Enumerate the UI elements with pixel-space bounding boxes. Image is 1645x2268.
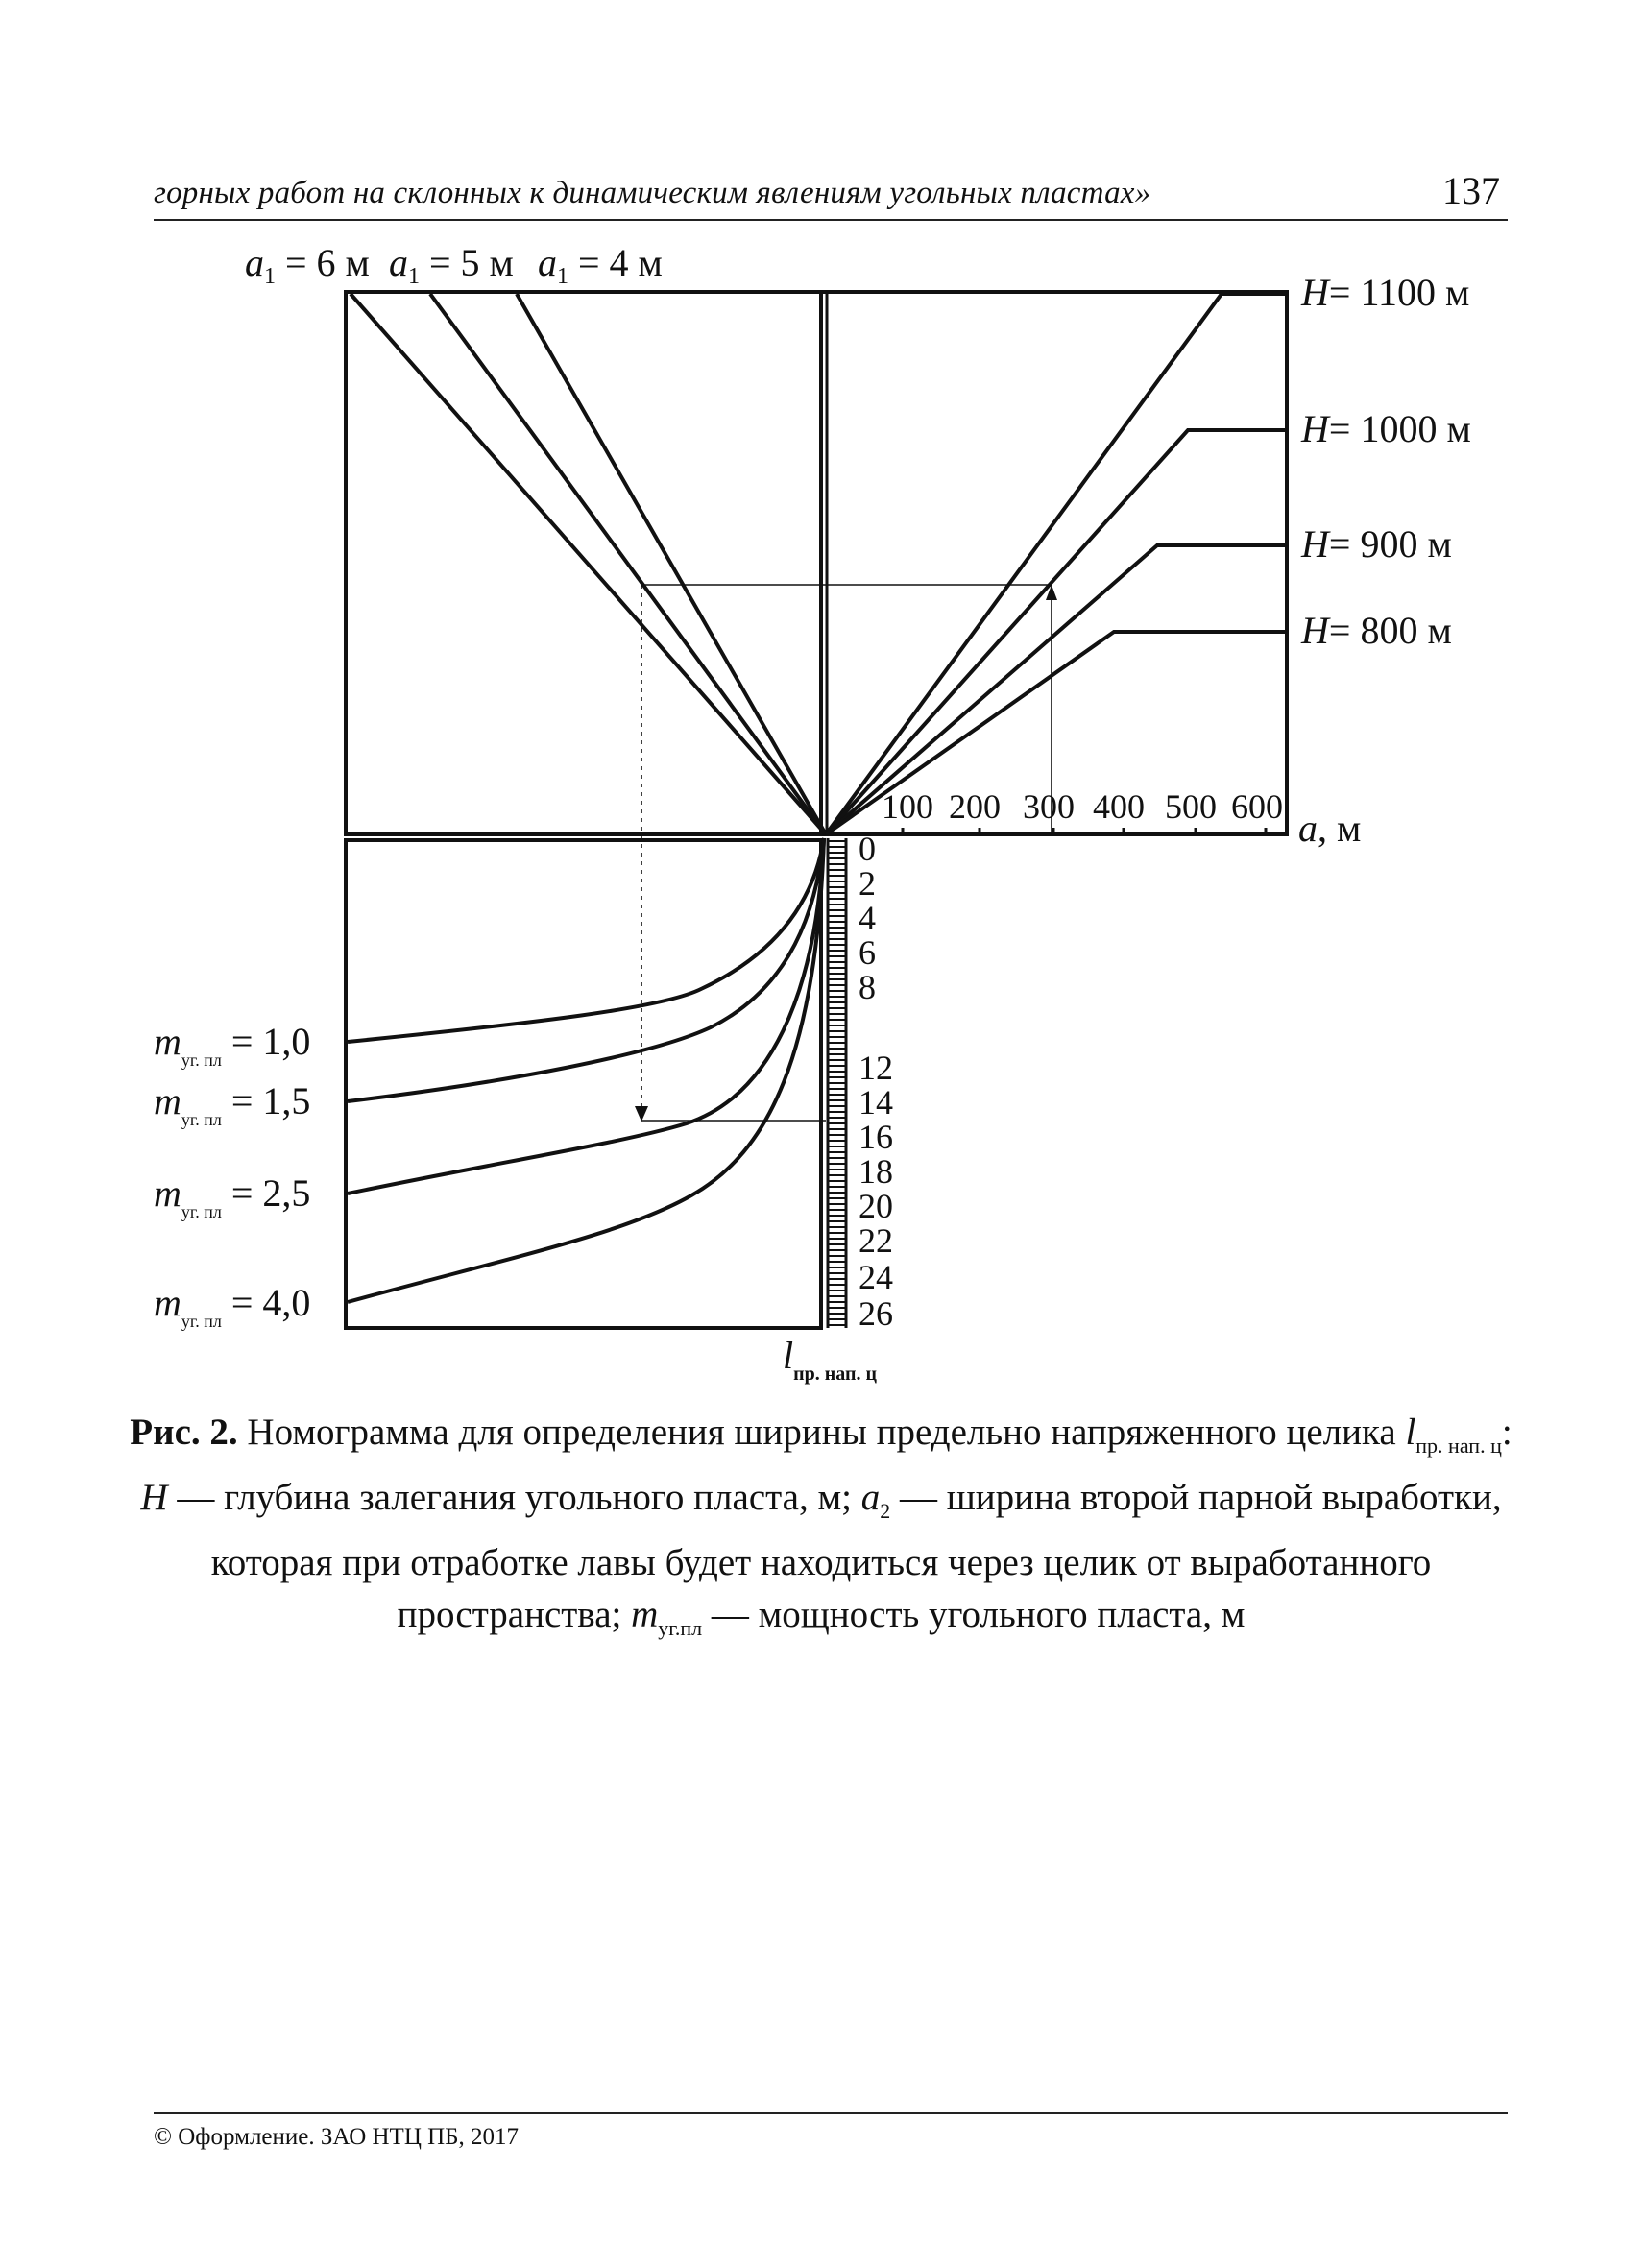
m-1-0-curve — [348, 838, 824, 1042]
page-number: 137 — [1442, 169, 1500, 212]
a1-4m-line — [517, 294, 826, 834]
depth-label-900: H= 900 м — [1301, 522, 1452, 566]
l-tick-label: 16 — [859, 1118, 893, 1156]
l-tick-label: 14 — [859, 1083, 893, 1122]
l-tick-label: 22 — [859, 1221, 893, 1260]
top-left-frame — [346, 292, 821, 834]
depth-label-800: H= 800 м — [1301, 609, 1452, 652]
caption-a2-sub: 2 — [880, 1498, 891, 1523]
page-footer — [154, 2112, 1508, 2150]
a-tick-label: 100 — [882, 787, 933, 826]
a-tick-label: 600 — [1231, 787, 1283, 826]
l-tick-label: 26 — [859, 1294, 893, 1333]
l-tick-label: 20 — [859, 1187, 893, 1225]
caption-h-var: H — [140, 1476, 168, 1518]
a1-label-6: $a_1 = 6$ м — [245, 241, 370, 289]
l-tick-label: 18 — [859, 1152, 893, 1191]
thickness-curves — [348, 838, 824, 1302]
caption-m-desc: — мощность угольного пласта, м — [702, 1593, 1246, 1635]
l-axis-label: $l_{пр. нап. ц}$ — [783, 1334, 878, 1385]
running-title: горных работ на склонных к динамическим явлениям угольных пластах» — [154, 176, 1151, 210]
thickness-label-2-5: $m_{уг. пл} = 2,5$ — [154, 1171, 311, 1221]
a-tick-label: 400 — [1093, 787, 1145, 826]
a-tick-label: 500 — [1165, 787, 1217, 826]
m-4-0-curve — [348, 838, 824, 1302]
a1-lines — [351, 294, 826, 834]
caption-title-sub: пр. нап. ц — [1415, 1433, 1502, 1458]
l-tick-label: 12 — [859, 1049, 893, 1087]
caption-h-desc: — глубина залегания угольного пласта, м; — [167, 1476, 861, 1518]
thickness-label-4-0: $m_{уг. пл} = 4,0$ — [154, 1281, 311, 1331]
caption-legend — [125, 1472, 1517, 1654]
a1-label-5: $a_1 = 5$ м — [389, 241, 514, 289]
depth-lines — [826, 294, 1287, 834]
m-1-5-curve — [348, 838, 824, 1101]
l-tick-label: 6 — [859, 933, 876, 972]
a-tick-label: 200 — [949, 787, 1001, 826]
a-tick-label: 300 — [1023, 787, 1075, 826]
caption-figure-label: Рис. 2. — [130, 1411, 238, 1453]
l-minor-ticks — [828, 841, 846, 1325]
figure-caption — [125, 1407, 1517, 1653]
a1-6m-line — [351, 294, 826, 834]
caption-title-text: Номограмма для определения ширины предельно напряженного целика — [237, 1411, 1406, 1453]
guide-arrowhead — [635, 1106, 648, 1122]
thickness-label-1-5: $m_{уг. пл} = 1,5$ — [154, 1079, 311, 1129]
caption-m-sub: уг.пл — [658, 1615, 703, 1640]
caption-a2-desc: — ширина второй парной выработки, которая при отработке лавы будет находиться через целик от выработанного пространства; — [210, 1476, 1502, 1635]
l-tick-label: 0 — [859, 830, 876, 868]
caption-title-end: : — [1501, 1411, 1512, 1453]
l-scale-labels — [859, 830, 893, 1333]
caption-m-var: m — [631, 1593, 659, 1635]
depth-label-1100: H= 1100 м — [1301, 271, 1470, 314]
l-tick-label: 8 — [859, 968, 876, 1006]
h-1100-line — [826, 294, 1287, 834]
a-axis-tick-labels — [882, 787, 1283, 826]
depth-label-1000: H= 1000 м — [1301, 407, 1471, 450]
caption-a2-var: a — [860, 1476, 881, 1518]
a1-label-4: $a_1 = 4$ м — [538, 241, 663, 289]
l-tick-label: 2 — [859, 864, 876, 903]
l-scale-ruler — [828, 838, 846, 1328]
a1-5m-line — [430, 294, 826, 834]
copyright-text: © Оформление. ЗАО НТЦ ПБ, 2017 — [154, 2124, 520, 2150]
thickness-label-1-0: $m_{уг. пл} = 1,0$ — [154, 1020, 311, 1070]
l-tick-label: 4 — [859, 899, 876, 937]
l-tick-label: 24 — [859, 1258, 893, 1296]
top-right-frame — [821, 292, 1287, 834]
a-axis-label: a, м — [1298, 807, 1362, 850]
caption-title-var: l — [1405, 1411, 1416, 1453]
caption-title — [125, 1407, 1517, 1472]
